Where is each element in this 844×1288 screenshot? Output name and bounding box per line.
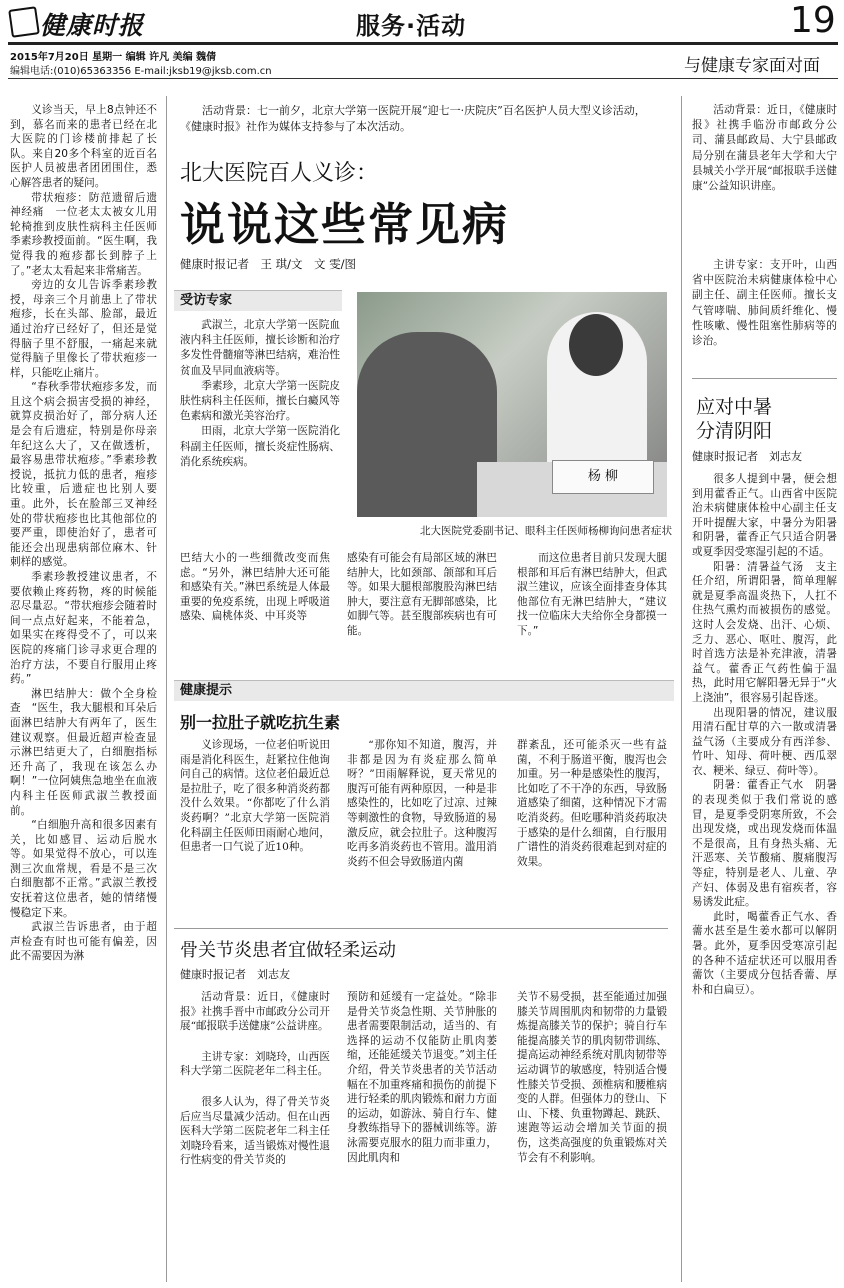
expert-wu: 武淑兰，北京大学第一医院血液内科主任医师，擅长诊断和治疗多发性骨髓瘤等淋巴结病，难治性贫血及早同血液病等。 [180, 319, 340, 377]
photo-caption: 北大医院党委副书记、眼科主任医师杨柳询问患者症状 [420, 525, 672, 537]
right-column-divider [681, 96, 682, 1282]
heatstroke-para-2: 阳暑：清暑益气汤 支主任介绍，所谓阳暑，简单理解就是夏季高温炎热下，人扛不住热气熏灼而被损伤的感觉。这时人会发烧、出汗、心烦、乏力、恶心、呕吐、腹泻，此时首选方法是补充津液，清暑益气。藿香正气药性偏于温热，此时用它解阳暑无异于“火上浇油”，很容易引起昏迷。 [692, 560, 837, 704]
health-tips-label: 健康提示 [174, 680, 674, 701]
arthritis-column-3-text: 关节不易受损，甚至能通过加强膝关节周围肌肉和韧带的力量锻炼提高膝关节的保护；骑自行车能提高膝关节的肌肉韧带训练、提高运动神经系统对肌肉韧带等运动调节的敏感度，特别适合慢性膝关节受损、颈椎病和腰椎病变的人群。但强体力的登山、下山、下楼、负重物蹲起、跳跃、速跑等运动会增加关节面的损伤，这类高强度的负重锻炼对关节会有不利影响。 [517, 991, 667, 1164]
headline-kicker: 北大医院百人义诊： [180, 161, 379, 186]
left-column-divider [166, 96, 167, 1282]
arthritis-column-2-text: 预防和延缓有一定益处。“除非是骨关节炎急性期、关节肿胀的患者需要限制活动，适当的、有选择的运动不仅能防止肌肉萎缩，还能延缓关节退变。”刘主任介绍，骨关节炎患者的关节活动幅在不加重疼痛和损伤的前提下进行轻柔的肌肉锻炼和耐力方面的运动，如游泳、骑自行车、健身教练指导下的器械训练等。游泳需要克服水的阻力而非重力，因此肌肉和 [347, 991, 497, 1164]
consultation-photo [357, 292, 667, 517]
heatstroke-title-line-2: 分清阴阳 [696, 420, 773, 442]
left-para-5: 季素珍教授建议患者，不要依赖止疼药物，疼的时候能忍尽量忍。“带状疱疹会随着时间一点点好起来，不能着急，如果实在疼得受不了，可以来医院的疼痛门诊寻求更合理的治疗方法，不要自行服用止疼药。” [10, 571, 157, 686]
heatstroke-para-1: 很多人提到中暑，便会想到用藿香正气。山西省中医院治未病健康体检中心副主任支开叶提醒大家，中暑分为阳暑和阴暑，藿香正气只适合阴暑或夏季因受寒湿引起的不适。 [692, 473, 837, 558]
arthritis-speaker: 主讲专家：刘晓玲，山西医科大学第二医院老年二科主任。 [180, 1050, 330, 1078]
heatstroke-para-4: 阴暑：藿香正气水 阴暑的表现类似于我们常说的感冒，是夏季受阴寒所致，不会出现发烧，或出现发烧而体温不是很高，且有身热头痛、无汗恶寒、关节酸痛、腹痛腹泻等症，特别是老人、儿童、孕产妇、体弱及患有宿疾者，容易诱发此症。 [692, 779, 837, 909]
tips-bottom-rule [174, 928, 668, 929]
photo-nameplate [552, 460, 654, 494]
mid-column-1-text: 巴结大小的一些细微改变而焦虑。“另外，淋巴结肿大还可能和感染有关。”淋巴系统是人体最重要的免疫系统，出现上呼吸道感染、扁桃体炎、中耳炎等 [180, 552, 330, 623]
arthritis-title: 骨关节炎患者宜做轻柔运动 [180, 940, 396, 961]
section-title: 服务·活动 [356, 12, 467, 40]
arthritis-column-3 [517, 990, 667, 1282]
heatstroke-para-3: 出现阳暑的情况，建议服用清石配甘草的六一散或清暑益气汤（主要成分有西洋参、竹叶、知母、荷叶梗、西瓜翠衣、粳米、绿豆、荷叶等）。 [692, 706, 837, 777]
experts-label: 受访专家 [174, 290, 342, 311]
right-speaker-text: 主讲专家：支开叶，山西省中医院治未病健康体检中心副主任、副主任医师。擅长支气管哮喘、肺间质纤维化、慢性咳嗽、慢性阻塞性肺病等的诊治。 [692, 259, 837, 348]
arthritis-column-1 [180, 990, 330, 1282]
expert-tian: 田雨，北京大学第一医院消化科副主任医师，擅长炎症性肠病、消化系统疾病。 [180, 425, 340, 468]
arthritis-para-1: 很多人认为，得了骨关节炎后应当尽量减少活动。但在山西医科大学第二医院老年二科主任刘晓玲看来，适当锻炼对慢性退行性病变的骨关节炎的 [180, 1095, 330, 1167]
experts-list [180, 318, 340, 538]
tips-column-2 [347, 738, 497, 923]
arthritis-column-2 [347, 990, 497, 1282]
heatstroke-byline: 健康时报记者 刘志友 [692, 450, 802, 463]
tips-column-1 [180, 738, 330, 923]
mid-column-3 [517, 551, 667, 675]
main-byline: 健康时报记者 王 琪/文 文 雯/图 [180, 257, 357, 271]
mid-column-2 [347, 551, 497, 675]
left-column [10, 103, 157, 1283]
left-para-1: 义诊当天，早上8点钟还不到，慕名而来的患者已经在北大医院的门诊楼前排起了长队。来自20多个科室的近百名医护人员被患者团团围住，悉心解答患者的疑问。 [10, 104, 157, 189]
left-para-4: “春秋季带状疱疹多发，而且这个病会损害受损的神经，就算皮损治好了，部分病人还是会有后遗症，特别是你母亲年纪这么大了，又在做透析，最容易患带状疱疹。”季素珍教授说，抵抗力低的患者，疱疹比较重，后遗症也比别人要重。此外，长在脸部三叉神经处的带状疱疹也比其他部位的要严重，即使治好了，患者可能还会出现患病部位麻木、针刺样的感觉。 [10, 381, 157, 569]
date-line: 2015年7月20日 星期一 编辑 许凡 美编 魏倩 [10, 52, 217, 63]
left-para-2: 带状疱疹：防范遗留后遗神经痛 一位老太太被女儿用轮椅推到皮肤性病科主任医师季素珍教授面前。“医生啊，我觉得我的疱疹都长到脖子上了。”老太太看起来非常痛苦。 [10, 191, 157, 277]
left-para-8: 武淑兰告诉患者，由于超声检查有时也可能有偏差，因此不需要因为淋 [10, 921, 157, 963]
mid-column-1 [180, 551, 330, 675]
right-activity-bg [692, 103, 837, 253]
arthritis-bg: 活动背景：近日，《健康时报》社携手晋中市邮政分公司开展“邮报联手送健康”公益讲座。 [180, 991, 330, 1033]
masthead-rule [8, 42, 838, 45]
heatstroke-body [692, 472, 837, 1282]
arthritis-byline: 健康时报记者 刘志友 [180, 968, 290, 981]
photo-patient-shape [357, 332, 497, 517]
logo-text: 健康时报 [40, 11, 145, 40]
right-activity-bg-text: 活动背景：近日，《健康时报》社携手临汾市邮政分公司、蒲县邮政局、大宁县邮政局分别在蒲县老年大学和大宁县城关小学开展“邮报联手送健康”公益知识讲座。 [692, 104, 837, 193]
tips-column-2-text: “那你知不知道，腹泻，并非都是因为有炎症那么简单呀？”田雨解释说，夏天常见的腹泻可能有两种原因，一种是非感染性的，比如吃了过凉、过辣等刺激性的食物，导致肠道的易激反应，就会拉肚子。这种腹泻吃再多消炎药也不管用。滥用消炎药不但会导致肠道内菌 [347, 739, 497, 868]
nameplate-text: 杨 柳 [587, 469, 619, 484]
tips-column-1-text: 义诊现场，一位老伯听说田雨是消化科医生，赶紧拉住他询问自己的病情。这位老伯最近总是拉肚子，吃了很多种消炎药都没什么效果。“你都吃了什么消炎药啊？”北京大学第一医院消化科副主任医师田雨耐心地问，但患者一口气说了近10种。 [180, 739, 330, 854]
tips-column-3-text: 群紊乱，还可能杀灭一些有益菌，不利于肠道平衡，腹泻也会加重。另一种是感染性的腹泻，比如吃了不干净的东西，导致肠道感染了细菌，这种情况下才需吃消炎药。但吃哪种消炎药取决于感染的是什么细菌，自行服用广谱性的消炎药很难起到对症的效果。 [517, 739, 667, 868]
masthead [0, 0, 844, 80]
activity-background: 活动背景：七一前夕，北京大学第一医院开展“迎七一·庆院庆”百名医护人员大型义诊活动，《健康时报》社作为媒体支持参与了本次活动。 [180, 104, 646, 133]
newspaper-logo [10, 6, 170, 38]
mid-column-2-text: 感染有可能会有局部区域的淋巴结肿大，比如颈部、颌部和耳后等。如果大腿根部腹股沟淋巴结肿大，要注意有无脚部感染，比如脚气等。甚至腹部疾病也有可能。 [347, 552, 497, 637]
health-tips-title: 别一拉肚子就吃抗生素 [180, 713, 341, 732]
contact-line: 编辑电话:(010)65363356 E-mail:jksb19@jksb.com.cn [10, 66, 272, 77]
left-para-7: “白细胞升高和很多因素有关，比如感冒、运动后脱水等。如果觉得不放心，可以连测三次血常规，看是不是三次白细胞都不正常。”武淑兰教授安抚着这位患者，她的情绪慢慢稳定下来。 [10, 819, 157, 919]
expert-ji: 季素珍，北京大学第一医院皮肤性病科主任医师，擅长白癜风等色素病和激光美容治疗。 [180, 379, 340, 423]
tips-column-3 [517, 738, 667, 923]
headline: 说说这些常见病 [180, 198, 510, 251]
heatstroke-title-line-1: 应对中暑 [696, 396, 773, 418]
right-title-rule [692, 378, 837, 379]
column-name: 与健康专家面对面 [684, 56, 820, 76]
left-para-6: 淋巴结肿大：做个全身检查 “医生，我大腿根和耳朵后面淋巴结肿大有两年了，医生建议观察。但最近超声检查显示淋巴结更大了，白细胞指标还升高了，我现在该怎么办啊！”一位阿姨焦急地坐在血液内科主任医师武淑兰教授面前。 [10, 687, 157, 817]
logo-mark-icon [8, 6, 40, 38]
masthead-bottom-rule [8, 78, 838, 79]
right-speaker [692, 258, 837, 368]
page-number: 19 [790, 0, 836, 41]
heatstroke-para-5: 此时，喝藿香正气水、香薷水甚至是生姜水都可以解阴暑。此外，夏季因受寒凉引起的各种不适症状还可以服用香薷饮（主要成分包括香薷、厚朴和白扁豆）。 [692, 910, 837, 996]
photo-doctor-head [569, 314, 623, 376]
mid-column-3-text: 而这位患者目前只发现大腿根部和耳后有淋巴结肿大，但武淑兰建议，应该全面排查身体其他部位有无淋巴结肿大，“建议找一位临床大夫给你全身都摸一下。” [517, 552, 667, 637]
left-para-3: 旁边的女儿告诉季素珍教授，母亲三个月前患上了带状疱疹，长在头部、脸部，最近通过治疗已经好了，但还是觉得脑子里不舒服，一痛起来就觉得脑子里像长了带状疱疹一样，只能吃止痛片。 [10, 279, 157, 379]
